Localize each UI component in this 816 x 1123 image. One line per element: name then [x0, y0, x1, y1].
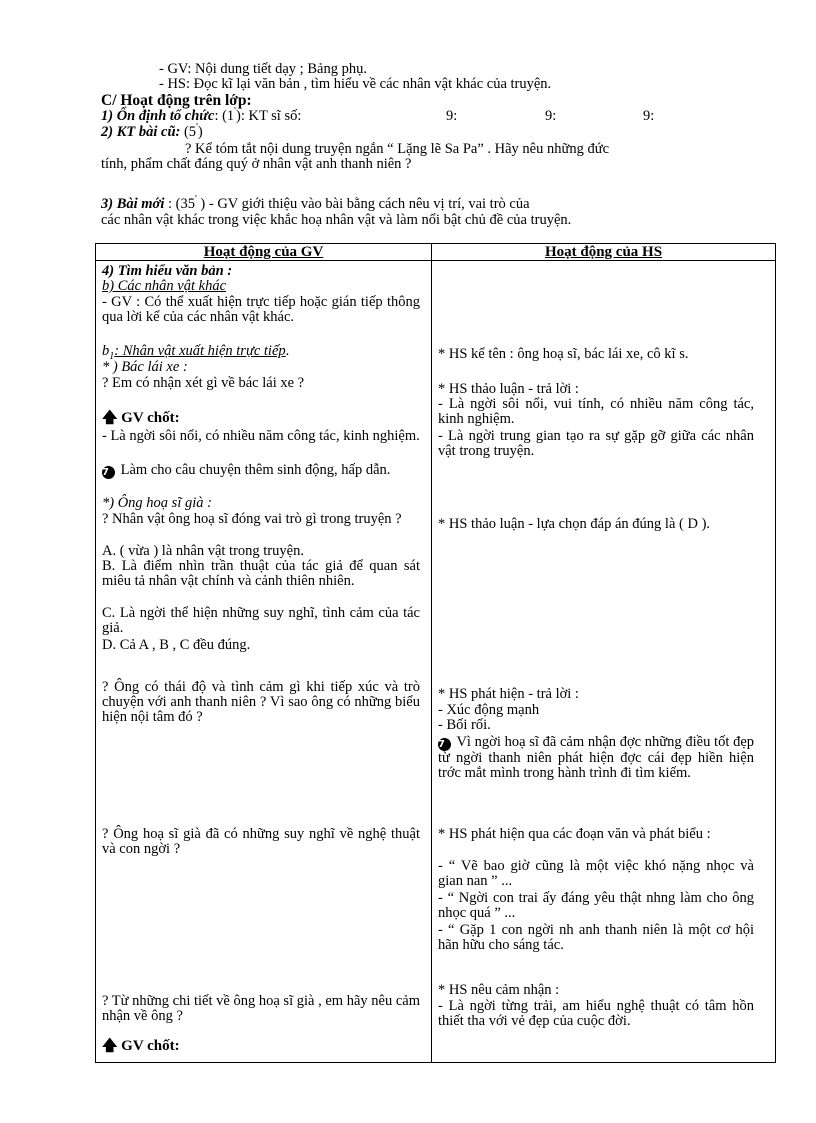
step1-mid: : (1	[214, 108, 235, 124]
step1-rest: ): KT sĩ số:	[235, 108, 302, 124]
prep-hs: - HS: Đọc kĩ lại văn bản , tìm hiểu về các nhân vật khác của truyện.	[159, 76, 552, 92]
hs-answer-2-line-1: - Là ngời sôi nổi, vui tính, có nhiều năm công tác, kinh nghiệm.	[438, 396, 754, 427]
step3-line-2: các nhân vật khác trong việc khắc hoạ nhân vật và làm nổi bật chủ đề của truyện.	[101, 212, 572, 228]
numbered-bullet-icon: 7	[102, 466, 115, 479]
prep-gv: - GV: Nội dung tiết dạy ; Bảng phụ.	[159, 61, 367, 77]
gv-heading-4: 4) Tìm hiểu văn bản :	[102, 263, 233, 279]
activity-table	[95, 243, 776, 1063]
gv-driver-question: ? Em có nhận xét gì về bác lái xe ?	[102, 375, 305, 391]
gv-heading-b: b) Các nhân vật khác	[102, 278, 227, 294]
step1-prime: '	[234, 106, 236, 118]
class-9-a: 9:	[446, 108, 458, 124]
hs-answer-3: * HS thảo luận - lựa chọn đáp án đúng là ( D ).	[438, 516, 711, 532]
gv-option-b: B. Là điểm nhìn trần thuật của tác giả để quan sát miêu tả nhân vật chính và cảnh thiên nhiên.	[102, 558, 420, 589]
hs-answer-5-line-2: - “ Ngời con trai ấy đáng yêu thật nhng làm cho ông nhọc quá ” ...	[438, 890, 754, 921]
gv-painter-title: *) Ông hoạ sĩ già :	[102, 495, 212, 511]
gv-painter-question: ? Nhân vật ông hoạ sĩ đóng vai trò gì trong truyện ?	[102, 511, 402, 527]
class-9-c: 9:	[643, 108, 655, 124]
step2-question-2: tính, phẩm chất đáng quý ở nhân vật anh thanh niên ?	[101, 156, 412, 172]
step2-line	[101, 122, 203, 140]
hs-answer-2: * HS thảo luận - trả lời :	[438, 381, 579, 397]
step2-question-1: ? Kể tóm tắt nội dung truyện ngắn “ Lặng lẽ Sa Pa” . Hãy nêu những đức	[185, 141, 610, 157]
arrow-up-icon: 🡅	[102, 1038, 118, 1054]
hs-answer-4-line-1: - Xúc động mạnh	[438, 702, 540, 718]
step3-rest: ) - GV giới thiệu vào bài bằng cách nêu vị trí, vai trò của	[196, 196, 530, 212]
gv-b1-heading: $b_1$: Nhân vật xuất hiện trực tiếp.	[102, 343, 290, 362]
hs-answer-5-line-1: - “ Vẽ bao giờ cũng là một việc khó nặng nhọc và gian nan ” ...	[438, 858, 754, 889]
gv-chot-1-line-1: - Là ngời sôi nổi, có nhiều năm công tác, kinh nghiệm.	[102, 428, 420, 444]
hs-answer-4: * HS phát hiện - trả lời :	[438, 686, 579, 702]
gv-chot-1-line-2: 7 Làm cho câu chuyện thêm sinh động, hấp dẫn.	[102, 462, 391, 478]
gv-question-2: ? Ông có thái độ và tình cảm gì khi tiếp xúc và trò chuyện với anh thanh niên ? Vì sao ông có những biểu hiện nội tâm đó ?	[102, 679, 420, 725]
header-gv: Hoạt động của GV	[96, 244, 432, 261]
gv-driver-title: * ) Bác lái xe :	[102, 359, 188, 375]
gv-column	[96, 261, 432, 1063]
gv-chot-2: 🡅 GV chốt:	[102, 1038, 180, 1054]
header-hs: Hoạt động của HS	[432, 244, 776, 261]
step1-label: 1) Ổn định tổ chức	[101, 108, 215, 124]
gv-option-c: C. Là ngời thể hiện những suy nghĩ, tình cảm của tác giả.	[102, 605, 420, 636]
gv-question-3: ? Ông hoạ sĩ già đã có những suy nghĩ về nghệ thuật và con ngời ?	[102, 826, 420, 857]
hs-answer-5: * HS phát hiện qua các đoạn văn và phát biểu :	[438, 826, 711, 842]
step3-mid: : (35	[164, 196, 195, 212]
step2-prime: '	[196, 122, 198, 134]
hs-answer-4-line-2: - Bối rối.	[438, 717, 491, 733]
gv-option-a: A. ( vừa ) là nhân vật trong truyện.	[102, 543, 304, 559]
section-heading: C/ Hoạt động trên lớp:	[101, 92, 252, 109]
hs-column	[432, 261, 776, 1063]
hs-answer-6: * HS nêu cảm nhận :	[438, 982, 560, 998]
arrow-up-icon: 🡅	[102, 410, 118, 426]
hs-answer-6-line-1: - Là ngời từng trải, am hiểu nghệ thuật có tâm hồn thiết tha với vẻ đẹp của cuộc đời.	[438, 998, 754, 1029]
step1-line	[101, 106, 302, 124]
hs-answer-1: * HS kể tên : ông hoạ sĩ, bác lái xe, cô kĩ s.	[438, 346, 689, 362]
hs-answer-2-line-2: - Là ngời trung gian tạo ra sự gặp gỡ giữa các nhân vật trong truyện.	[438, 428, 754, 459]
numbered-bullet-icon: 7	[438, 738, 451, 751]
hs-answer-5-line-3: - “ Gặp 1 con ngời nh anh thanh niên là một cơ hội hãn hữu cho sáng tác.	[438, 922, 754, 953]
step2-time: (5	[180, 124, 197, 140]
step3-prime: '	[194, 194, 197, 206]
gv-chot-1: 🡅 GV chốt:	[102, 410, 180, 426]
step3-label: 3) Bài mới	[101, 196, 165, 212]
step3-line	[101, 194, 530, 212]
step2-close: )	[197, 124, 203, 140]
gv-question-4: ? Từ những chi tiết về ông hoạ sĩ già , em hãy nêu cảm nhận về ông ?	[102, 993, 420, 1024]
class-9-b: 9:	[545, 108, 557, 124]
hs-answer-4-line-3: 7 Vì ngời hoạ sĩ đã cảm nhận đợc những điều tốt đẹp từ ngời thanh niên phát hiện đợc cái đẹp hiền hiện trớc mắt mình trong hành trình đi tìm kiếm.	[438, 734, 754, 781]
gv-option-d: D. Cả A , B , C đều đúng.	[102, 637, 251, 653]
step2-label: 2) KT bài cũ:	[101, 124, 181, 140]
gv-intro: - GV : Có thể xuất hiện trực tiếp hoặc gián tiếp thông qua lời kể của các nhân vật khác.	[102, 294, 420, 325]
